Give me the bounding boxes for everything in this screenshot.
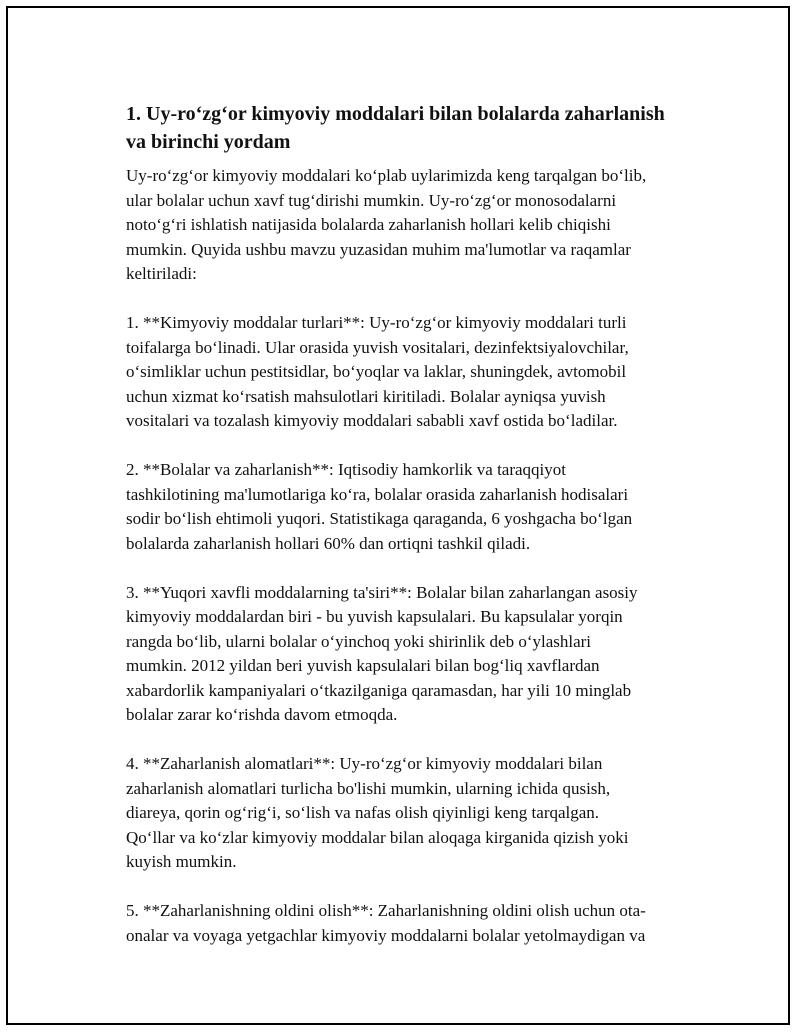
- intro-paragraph: [126, 164, 701, 287]
- text-line: 5. **Zaharlanishning oldini olish**: Zaharlanishning oldini olish uchun ota-: [126, 901, 646, 920]
- section-paragraph-high-risk: [126, 581, 701, 728]
- document-title: [126, 100, 701, 156]
- section-paragraph-chemical-types: [126, 311, 701, 434]
- text-line: tashkilotining ma'lumotlariga ko‘ra, bolalar orasida zaharlanish hodisalari: [126, 484, 629, 504]
- text-line: kuyish mumkin.: [126, 852, 237, 871]
- section-paragraph-symptoms: [126, 752, 701, 875]
- text-line: xabardorlik kampaniyalari o‘tkazilganiga qaramasdan, har yili 10 minglab: [126, 680, 632, 700]
- text-line: mumkin. 2012 yildan beri yuvish kapsulalari bilan bog‘liq xavflardan: [126, 656, 600, 675]
- page-frame: [6, 6, 790, 1025]
- text-line: kimyoviy moddalardan biri - bu yuvish kapsulalari. Bu kapsulalar yorqin: [126, 607, 623, 626]
- text-line: Qo‘llar va ko‘zlar kimyoviy moddalar bilan aloqaga kirganida qizish yoki: [126, 827, 629, 847]
- text-line: bolalarda zaharlanish hollari 60% dan ortiqni tashkil qiladi.: [126, 533, 531, 553]
- text-line: 2. **Bolalar va zaharlanish**: Iqtisodiy hamkorlik va taraqqiyot: [126, 460, 566, 479]
- text-line: 3. **Yuqori xavfli moddalarning ta'siri**: Bolalar bilan zaharlangan asosiy: [126, 582, 638, 602]
- text-line: diareya, qorin og‘rig‘i, so‘lish va nafas olish qiyinligi keng tarqalgan.: [126, 803, 600, 822]
- document-body: [126, 100, 701, 973]
- text-line: noto‘g‘ri ishlatish natijasida bolalarda zaharlanish hollari kelib chiqishi: [126, 215, 611, 234]
- text-line: mumkin. Quyida ushbu mavzu yuzasidan muhim ma'lumotlar va raqamlar: [126, 239, 631, 259]
- text-line: keltiriladi:: [126, 264, 197, 283]
- section-paragraph-children-poisoning: [126, 458, 701, 556]
- text-line: Uy-ro‘zg‘or kimyoviy moddalari ko‘plab uylarimizda keng tarqalgan bo‘lib,: [126, 166, 647, 185]
- section-paragraph-prevention: [126, 899, 701, 948]
- title-line: 1. Uy-ro‘zg‘or kimyoviy moddalari bilan bolalarda zaharlanish: [126, 103, 665, 125]
- text-line: rangda bo‘lib, ularni bolalar o‘yinchoq yoki shirinlik deb o‘ylashlari: [126, 631, 592, 651]
- title-line: va birinchi yordam: [126, 131, 291, 153]
- text-line: onalar va voyaga yetgachlar kimyoviy moddalarni bolalar yetolmaydigan va: [126, 925, 646, 945]
- text-line: vositalari va tozalash kimyoviy moddalari sababli xavf ostida bo‘ladilar.: [126, 411, 618, 430]
- text-line: ular bolalar uchun xavf tug‘dirishi mumkin. Uy-ro‘zg‘or monosodalarni: [126, 190, 617, 210]
- text-line: sodir bo‘lish ehtimoli yuqori. Statistikaga qaraganda, 6 yoshgacha bo‘lgan: [126, 509, 633, 528]
- text-line: 4. **Zaharlanish alomatlari**: Uy-ro‘zg‘or kimyoviy moddalari bilan: [126, 754, 603, 773]
- text-line: toifalarga bo‘linadi. Ular orasida yuvish vositalari, dezinfektsiyalovchilar,: [126, 337, 629, 357]
- text-line: 1. **Kimyoviy moddalar turlari**: Uy-ro‘zg‘or kimyoviy moddalari turli: [126, 313, 627, 332]
- text-line: bolalar zarar ko‘rishda davom etmoqda.: [126, 705, 398, 724]
- text-line: zaharlanish alomatlari turlicha bo'lishi mumkin, ularning ichida qusish,: [126, 778, 611, 798]
- text-line: o‘simliklar uchun pestitsidlar, bo‘yoqlar va laklar, shuningdek, avtomobil: [126, 362, 627, 381]
- text-line: uchun xizmat ko‘rsatish mahsulotlari kiritiladi. Bolalar ayniqsa yuvish: [126, 386, 606, 406]
